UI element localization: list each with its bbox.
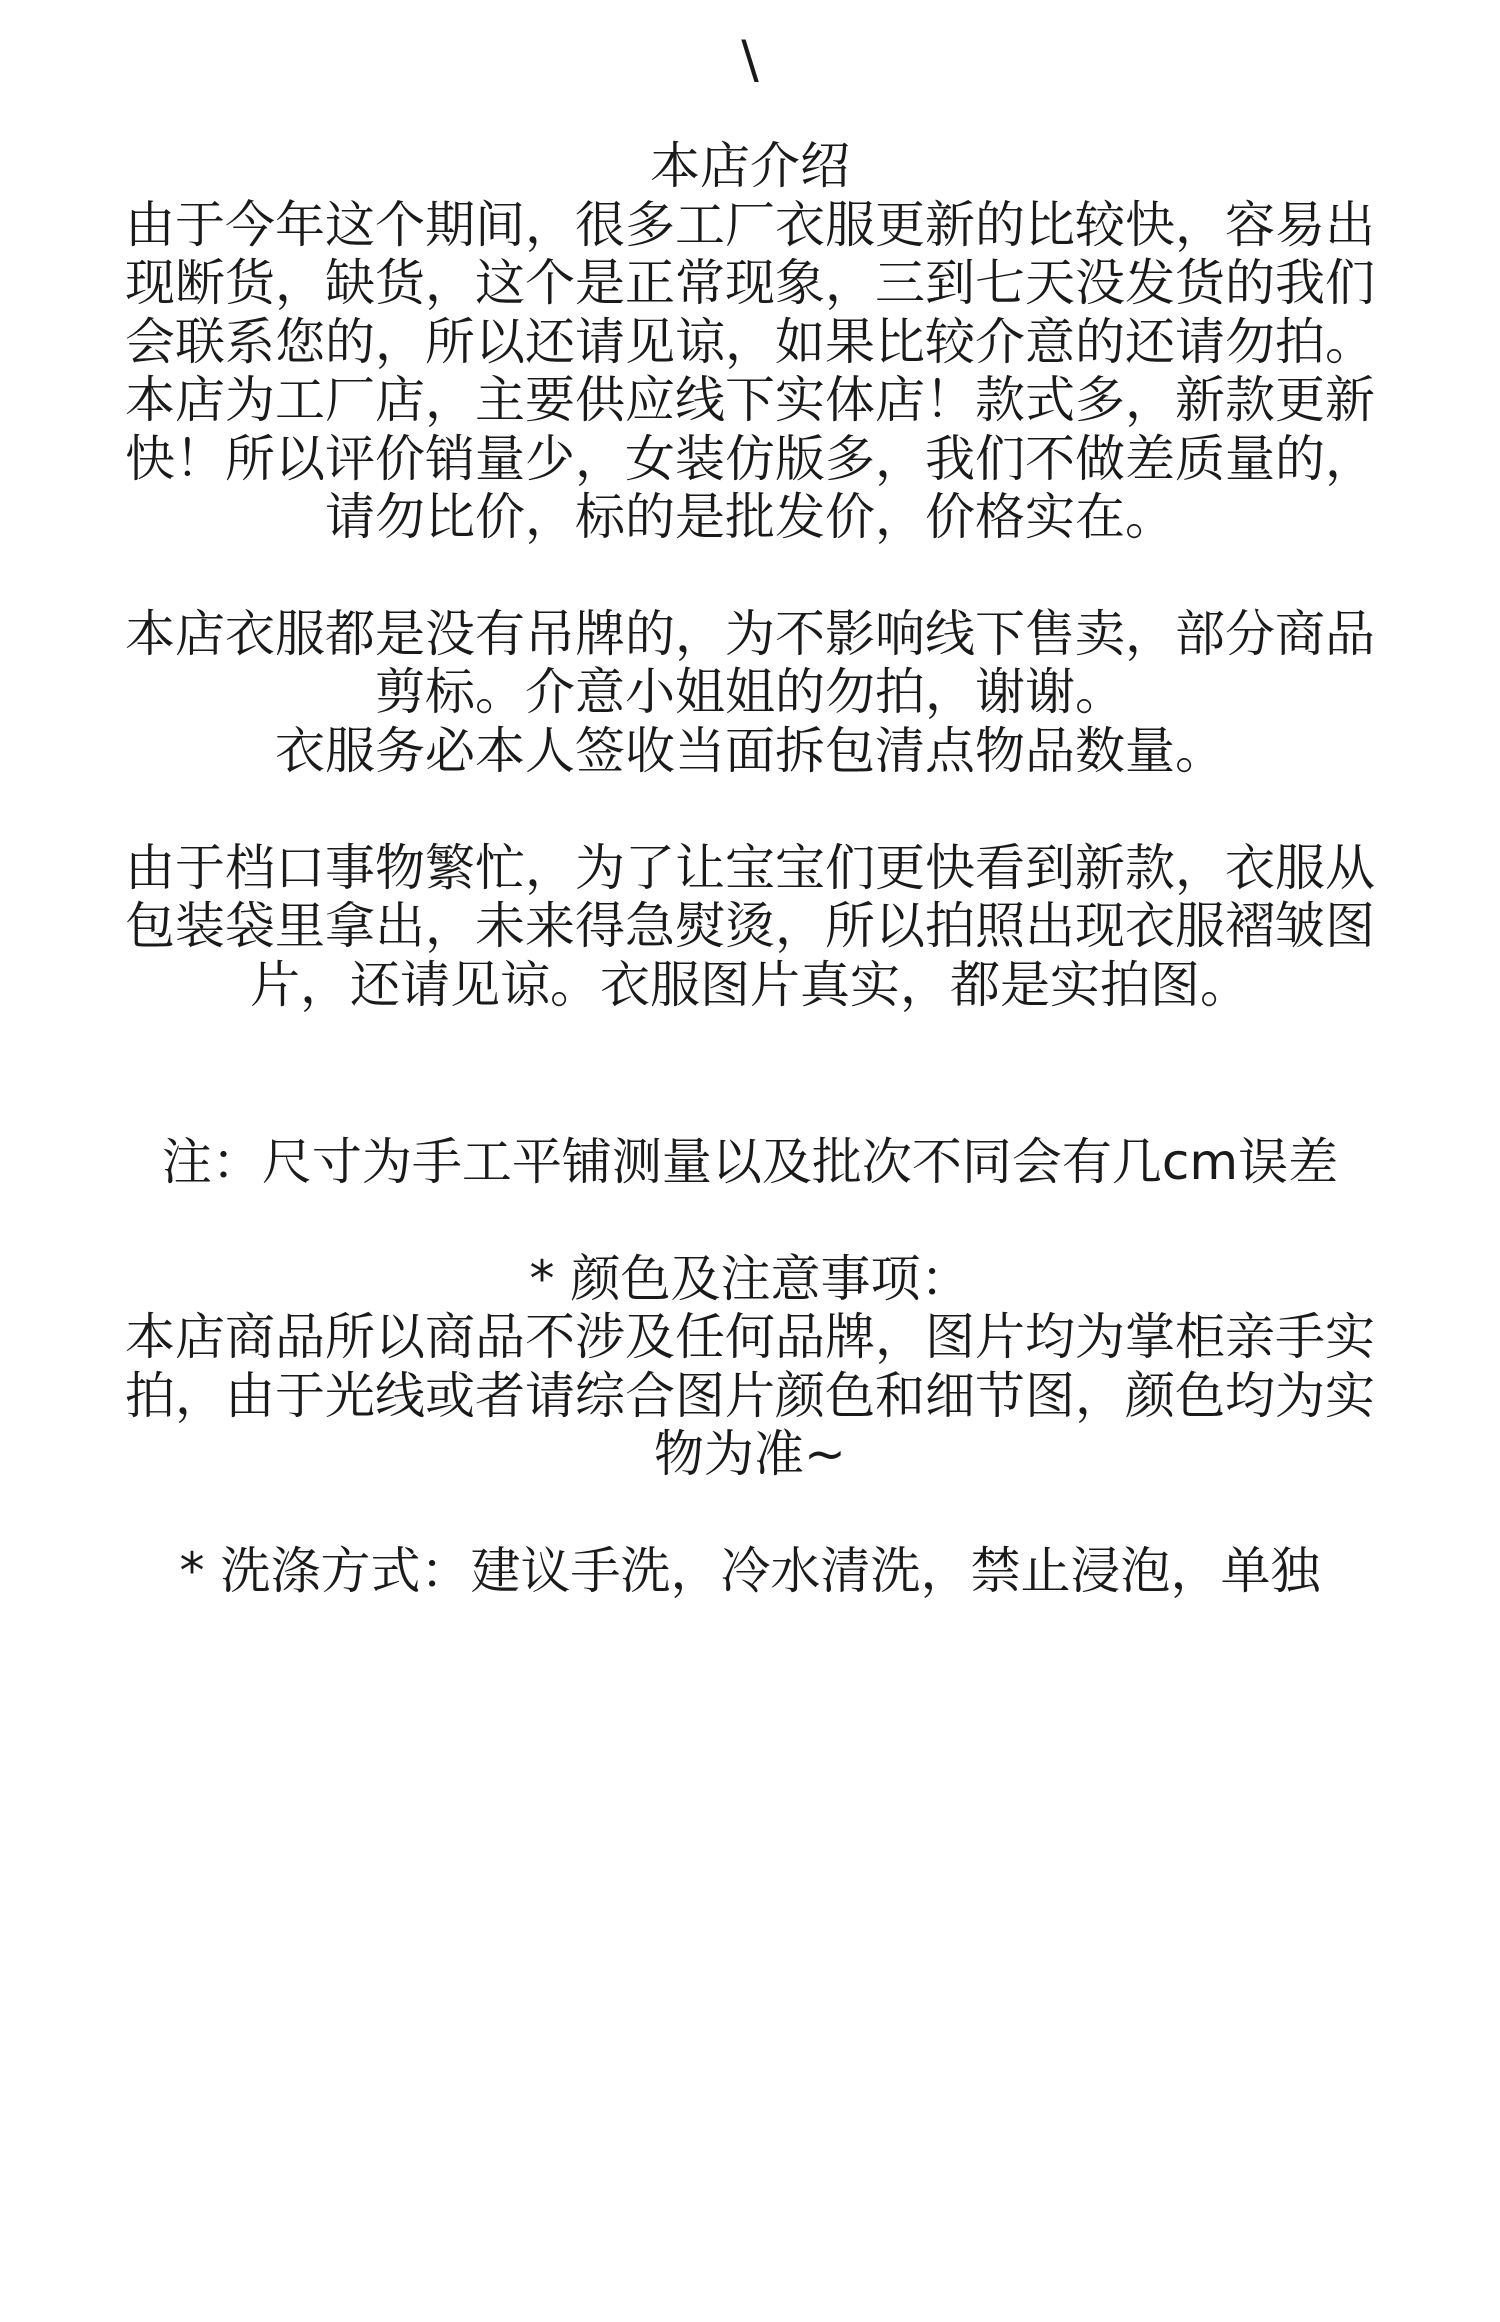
intro-line: 快！所以评价销量少，女装仿版多，我们不做差质量的， [125,430,1375,488]
intro-line: 本店为工厂店，主要供应线下实体店！款式多，新款更新 [125,371,1375,429]
color-heading: * 颜色及注意事项： [529,1250,971,1308]
tags-line: 衣服务必本人签收当面拆包清点物品数量。 [275,722,1225,780]
wash-partial-line: * 洗涤方式：建议手洗，冷水清洗，禁止浸泡，单独 [179,1542,1321,1600]
tags-line: 本店衣服都是没有吊牌的，为不影响线下售卖，部分商品 [125,605,1375,663]
top-backslash-mark: \ [741,30,759,90]
photos-line: 片，还请见谅。衣服图片真实，都是实拍图。 [250,956,1250,1014]
photos-line: 由于档口事物繁忙，为了让宝宝们更快看到新款，衣服从 [125,839,1375,897]
color-line: 本店商品所以商品不涉及任何品牌，图片均为掌柜亲手实 [125,1308,1375,1366]
intro-line: 现断货，缺货，这个是正常现象，三到七天没发货的我们 [125,254,1375,312]
intro-line: 请勿比价，标的是批发价，价格实在。 [325,488,1175,546]
intro-line: 会联系您的，所以还请见谅，如果比较介意的还请勿拍。 [125,313,1375,371]
color-line: 物为准~ [654,1425,846,1483]
photos-line: 包装袋里拿出，未来得急熨烫，所以拍照出现衣服褶皱图 [125,897,1375,955]
tags-line: 剪标。介意小姐姐的勿拍，谢谢。 [375,663,1125,721]
size-note: 注：尺寸为手工平铺测量以及批次不同会有几cm误差 [161,1133,1339,1191]
intro-title: 本店介绍 [650,137,850,195]
intro-line: 由于今年这个期间，很多工厂衣服更新的比较快，容易出 [125,196,1375,254]
color-line: 拍，由于光线或者请综合图片颜色和细节图，颜色均为实 [125,1367,1375,1425]
